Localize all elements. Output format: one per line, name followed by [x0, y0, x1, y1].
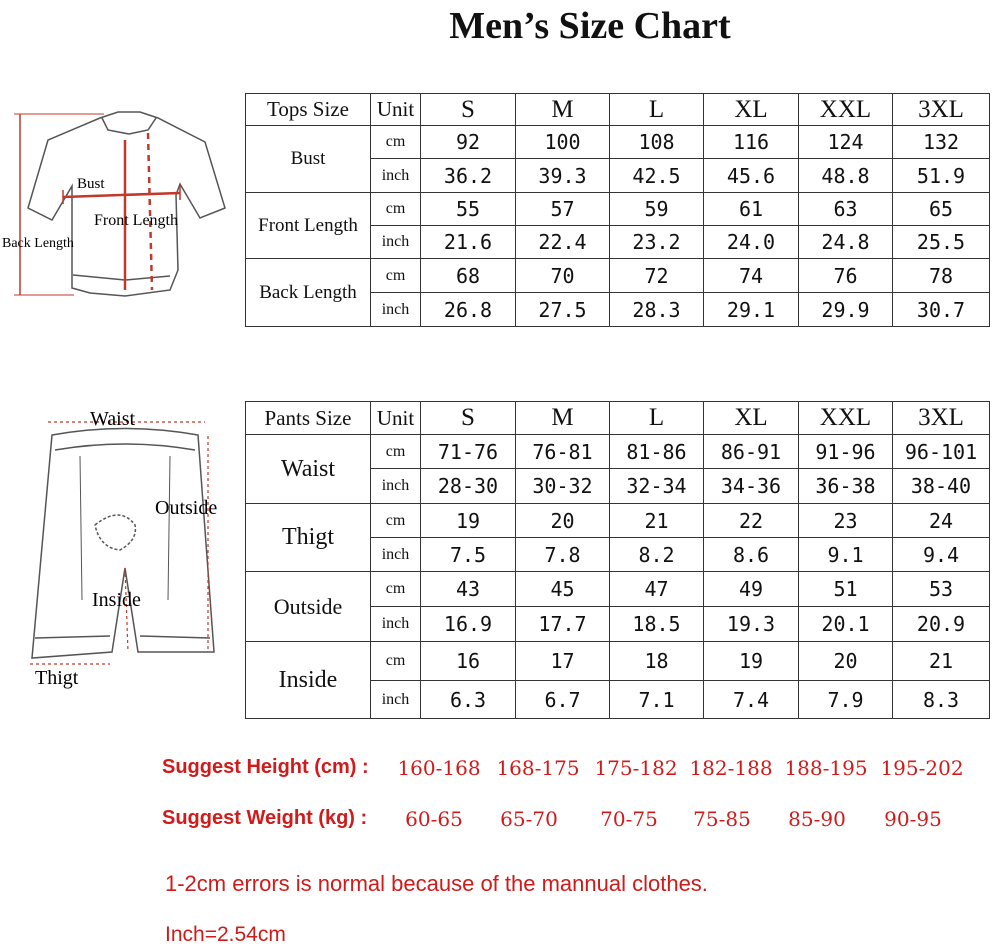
- unit-header: Unit: [371, 94, 421, 126]
- unit-cell: cm: [371, 504, 421, 538]
- value-cell: 22: [704, 504, 799, 538]
- value-cell: 7.5: [421, 538, 516, 572]
- size-xxl-header: XXL: [799, 402, 893, 435]
- tops-size-table: [245, 93, 990, 327]
- back-length-group-label: Back Length: [246, 259, 371, 327]
- value-cell: 91-96: [799, 435, 893, 469]
- inside-label: Inside: [92, 589, 141, 611]
- value-cell: 17: [516, 642, 610, 681]
- value-cell: 124: [799, 126, 893, 159]
- suggest-height-value: 195-202: [880, 756, 964, 780]
- tops-size-header: Tops Size: [246, 94, 371, 126]
- value-cell: 9.1: [799, 538, 893, 572]
- unit-header: Unit: [371, 402, 421, 435]
- value-cell: 25.5: [893, 226, 990, 259]
- value-cell: 70: [516, 259, 610, 293]
- value-cell: 61: [704, 193, 799, 226]
- value-cell: 6.7: [516, 681, 610, 719]
- value-cell: 21: [893, 642, 990, 681]
- value-cell: 21.6: [421, 226, 516, 259]
- size-3xl-header: 3XL: [893, 402, 990, 435]
- value-cell: 20: [799, 642, 893, 681]
- value-cell: 72: [610, 259, 704, 293]
- value-cell: 19.3: [704, 607, 799, 642]
- front-length-label: Front Length: [94, 212, 178, 229]
- table-row: [246, 572, 990, 607]
- value-cell: 49: [704, 572, 799, 607]
- value-cell: 8.3: [893, 681, 990, 719]
- value-cell: 36-38: [799, 469, 893, 504]
- value-cell: 17.7: [516, 607, 610, 642]
- pants-size-table: [245, 401, 990, 719]
- unit-cell: cm: [371, 435, 421, 469]
- size-m-header: M: [516, 402, 610, 435]
- value-cell: 57: [516, 193, 610, 226]
- unit-cell: cm: [371, 572, 421, 607]
- value-cell: 28.3: [610, 293, 704, 327]
- value-cell: 76-81: [516, 435, 610, 469]
- outside-label: Outside: [155, 497, 218, 519]
- value-cell: 71-76: [421, 435, 516, 469]
- inch-conversion-note: Inch=2.54cm: [165, 923, 286, 946]
- value-cell: 24.0: [704, 226, 799, 259]
- value-cell: 7.1: [610, 681, 704, 719]
- value-cell: 96-101: [893, 435, 990, 469]
- value-cell: 45.6: [704, 159, 799, 193]
- value-cell: 45: [516, 572, 610, 607]
- value-cell: 76: [799, 259, 893, 293]
- value-cell: 8.6: [704, 538, 799, 572]
- errors-note: 1-2cm errors is normal because of the mannual clothes.: [165, 871, 708, 896]
- value-cell: 18: [610, 642, 704, 681]
- table-row: [246, 642, 990, 681]
- value-cell: 53: [893, 572, 990, 607]
- value-cell: 43: [421, 572, 516, 607]
- table-row: [246, 259, 990, 293]
- pants-size-header: Pants Size: [246, 402, 371, 435]
- value-cell: 20: [516, 504, 610, 538]
- value-cell: 74: [704, 259, 799, 293]
- value-cell: 116: [704, 126, 799, 159]
- value-cell: 20.1: [799, 607, 893, 642]
- value-cell: 19: [421, 504, 516, 538]
- suggest-weight-value: 85-90: [788, 807, 846, 831]
- waist-group-label: Waist: [246, 435, 371, 504]
- value-cell: 39.3: [516, 159, 610, 193]
- outside-group-label: Outside: [246, 572, 371, 642]
- unit-cell: inch: [371, 226, 421, 259]
- value-cell: 9.4: [893, 538, 990, 572]
- thigt-label: Thigt: [35, 667, 79, 689]
- suggest-height-value: 168-175: [496, 756, 580, 780]
- suggest-weight-value: 60-65: [405, 807, 463, 831]
- value-cell: 32-34: [610, 469, 704, 504]
- value-cell: 68: [421, 259, 516, 293]
- suggest-height-value: 182-188: [689, 756, 773, 780]
- table-row: [246, 193, 990, 226]
- unit-cell: cm: [371, 259, 421, 293]
- suggest-height-value: 160-168: [397, 756, 481, 780]
- value-cell: 30-32: [516, 469, 610, 504]
- suggest-weight-label: Suggest Weight (kg) :: [162, 807, 368, 829]
- value-cell: 24: [893, 504, 990, 538]
- suggest-weight-value: 70-75: [600, 807, 658, 831]
- value-cell: 100: [516, 126, 610, 159]
- jersey-diagram: [0, 100, 240, 330]
- value-cell: 23.2: [610, 226, 704, 259]
- value-cell: 92: [421, 126, 516, 159]
- inside-group-label: Inside: [246, 642, 371, 719]
- suggest-weight-row: [162, 807, 992, 835]
- thigt-group-label: Thigt: [246, 504, 371, 572]
- shorts-outline: [32, 429, 214, 659]
- value-cell: 20.9: [893, 607, 990, 642]
- table-header-row: [246, 94, 990, 126]
- value-cell: 63: [799, 193, 893, 226]
- value-cell: 19: [704, 642, 799, 681]
- front-length-group-label: Front Length: [246, 193, 371, 259]
- value-cell: 86-91: [704, 435, 799, 469]
- value-cell: 23: [799, 504, 893, 538]
- suggest-weight-value: 90-95: [884, 807, 942, 831]
- back-length-label: Back Length: [2, 236, 74, 251]
- unit-cell: cm: [371, 193, 421, 226]
- value-cell: 16: [421, 642, 516, 681]
- value-cell: 47: [610, 572, 704, 607]
- value-cell: 8.2: [610, 538, 704, 572]
- unit-cell: inch: [371, 538, 421, 572]
- value-cell: 51.9: [893, 159, 990, 193]
- value-cell: 48.8: [799, 159, 893, 193]
- unit-cell: inch: [371, 159, 421, 193]
- suggest-height-value: 175-182: [594, 756, 678, 780]
- table-row: [246, 126, 990, 159]
- value-cell: 18.5: [610, 607, 704, 642]
- size-xxl-header: XXL: [799, 94, 893, 126]
- waist-label: Waist: [90, 408, 136, 430]
- value-cell: 34-36: [704, 469, 799, 504]
- value-cell: 36.2: [421, 159, 516, 193]
- value-cell: 42.5: [610, 159, 704, 193]
- value-cell: 29.9: [799, 293, 893, 327]
- unit-cell: inch: [371, 607, 421, 642]
- value-cell: 16.9: [421, 607, 516, 642]
- value-cell: 81-86: [610, 435, 704, 469]
- value-cell: 28-30: [421, 469, 516, 504]
- shorts-diagram: [0, 400, 240, 695]
- value-cell: 6.3: [421, 681, 516, 719]
- value-cell: 132: [893, 126, 990, 159]
- value-cell: 27.5: [516, 293, 610, 327]
- suggest-height-row: [162, 756, 992, 784]
- suggest-weight-value: 75-85: [693, 807, 751, 831]
- unit-cell: inch: [371, 293, 421, 327]
- bust-label: Bust: [77, 176, 105, 192]
- table-row: [246, 504, 990, 538]
- unit-cell: inch: [371, 681, 421, 719]
- value-cell: 22.4: [516, 226, 610, 259]
- bust-group-label: Bust: [246, 126, 371, 193]
- unit-cell: cm: [371, 642, 421, 681]
- value-cell: 38-40: [893, 469, 990, 504]
- value-cell: 7.8: [516, 538, 610, 572]
- unit-cell: cm: [371, 126, 421, 159]
- jersey-outline: [28, 112, 225, 296]
- size-s-header: S: [421, 94, 516, 126]
- size-s-header: S: [421, 402, 516, 435]
- value-cell: 7.4: [704, 681, 799, 719]
- table-header-row: [246, 402, 990, 435]
- value-cell: 30.7: [893, 293, 990, 327]
- suggest-height-value: 188-195: [784, 756, 868, 780]
- size-l-header: L: [610, 94, 704, 126]
- value-cell: 7.9: [799, 681, 893, 719]
- value-cell: 108: [610, 126, 704, 159]
- value-cell: 65: [893, 193, 990, 226]
- value-cell: 78: [893, 259, 990, 293]
- size-l-header: L: [610, 402, 704, 435]
- size-3xl-header: 3XL: [893, 94, 990, 126]
- size-m-header: M: [516, 94, 610, 126]
- suggest-height-label: Suggest Height (cm) :: [162, 756, 369, 778]
- size-xl-header: XL: [704, 94, 799, 126]
- table-row: [246, 435, 990, 469]
- value-cell: 59: [610, 193, 704, 226]
- value-cell: 55: [421, 193, 516, 226]
- suggest-weight-value: 65-70: [500, 807, 558, 831]
- value-cell: 24.8: [799, 226, 893, 259]
- value-cell: 21: [610, 504, 704, 538]
- size-xl-header: XL: [704, 402, 799, 435]
- value-cell: 51: [799, 572, 893, 607]
- unit-cell: inch: [371, 469, 421, 504]
- page-title: Men’s Size Chart: [449, 5, 731, 47]
- value-cell: 29.1: [704, 293, 799, 327]
- value-cell: 26.8: [421, 293, 516, 327]
